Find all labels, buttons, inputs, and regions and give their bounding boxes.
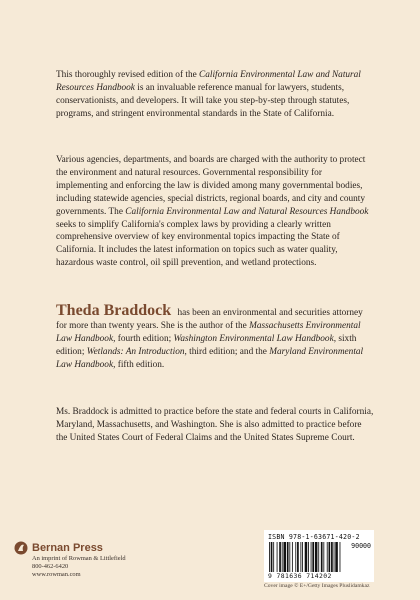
book-title-italic: Wetlands: An Introduction xyxy=(86,346,185,357)
text-run: Various agencies, departments, and boards are charged with the authority to protect the environment and natural resources. Governmental responsibility for implementing and enforcing the law is divided among many governmental bodies, including statewide agencies, special districts, regional boards, and city and county governments. The xyxy=(56,155,366,217)
isbn-label: ISBN 978-1-63671-420-2 xyxy=(268,533,360,541)
text-run: is an invaluable reference manual for lawyers, students, conservationists, and developers. It will take you step-by-step through statutes, programs, and stringent environmental standards in the State of California. xyxy=(56,82,350,119)
book-title-italic: California Environmental Law and Natural Resources Handbook xyxy=(125,206,369,217)
publisher-name: Bernan Press xyxy=(32,542,103,554)
description-paragraph-1 xyxy=(56,69,374,121)
publisher-imprint: An imprint of Rowman & Littlefield xyxy=(32,555,126,562)
description-paragraph-2 xyxy=(56,154,374,270)
publisher-website: www.rowman.com xyxy=(32,571,81,578)
text-run: , third edition; and the xyxy=(184,346,270,357)
text-run: , sixth edition; xyxy=(56,333,357,357)
book-title-italic: California Environmental Law and Natural Resources Handbook xyxy=(56,70,361,93)
text-run: This thoroughly revised edition of the xyxy=(56,70,200,80)
book-title-italic: Washington Environmental Law Handbook xyxy=(173,333,334,344)
text-run: , fourth edition; xyxy=(113,333,174,344)
text-run: seeks to simplify California's complex laws by providing a clearly written comprehensive overview of key environmental topics impacting the State of California. It includes the latest information on topics such as water quality, hazardous waste control, oil spill prevention, and wetland protections. xyxy=(56,219,340,269)
book-title-italic: Maryland Environmental Law Handbook xyxy=(56,346,364,370)
publisher-logo-row xyxy=(14,541,174,555)
admissions-paragraph: Ms. Braddock is admitted to practice before the state and federal courts in California, Maryland, Massachusetts, and Washington. She is also admitted to practice before the United States Court of Federal Claims and the United States Supreme Court. xyxy=(56,407,374,443)
cover-image-credit: Cover image © E+/Getty Images Pluslidamkaz xyxy=(264,583,370,589)
book-title-italic: Massachusetts Environmental Law Handbook xyxy=(56,320,361,344)
text-run: , fifth edition. xyxy=(113,359,165,370)
publisher-phone: 800-462-6420 xyxy=(32,563,69,570)
publisher-block xyxy=(14,541,174,579)
text-run: has been an environmental and securities attorney for more than twenty years. She is the author of the xyxy=(56,308,363,331)
author-name: Theda Braddock xyxy=(56,302,172,319)
barcode-digits: 9 781636 714202 xyxy=(268,572,332,580)
author-bio-paragraph xyxy=(56,302,374,372)
isbn-barcode xyxy=(264,530,374,582)
bernan-logo-icon xyxy=(14,541,28,555)
price-code: 90000 xyxy=(351,542,371,550)
barcode-bars xyxy=(267,542,371,574)
